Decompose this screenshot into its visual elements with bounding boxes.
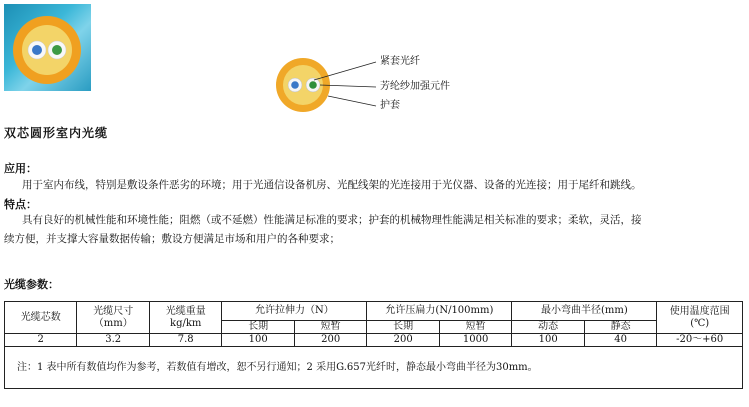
header-weight-line1: 光缆重量	[165, 305, 206, 317]
cell-bend-dynamic: 100	[512, 334, 584, 347]
header-cores: 光缆芯数	[5, 302, 77, 334]
cell-tensile-long: 100	[222, 334, 294, 347]
header-weight	[149, 302, 221, 334]
sub-bend-static: 静态	[584, 321, 656, 334]
sub-crush-long: 长期	[367, 321, 439, 334]
application-heading: 应用：	[4, 162, 37, 175]
features-heading: 特点：	[4, 198, 37, 211]
sub-tensile-short: 短暂	[294, 321, 366, 334]
header-bend: 最小弯曲半径(mm)	[512, 302, 657, 321]
params-heading: 光缆参数：	[4, 278, 59, 291]
page-title: 双芯圆形室内光缆	[4, 126, 109, 140]
sub-bend-dynamic: 动态	[512, 321, 584, 334]
table-row	[5, 334, 743, 347]
sub-tensile-long: 长期	[222, 321, 294, 334]
label-tight-buffer-fiber: 紧套光纤	[380, 56, 420, 67]
cable-thumbnail	[4, 4, 91, 91]
cell-temp: -20～+60	[657, 334, 743, 347]
label-jacket: 护套	[380, 100, 400, 111]
header-size-line1: 光缆尺寸	[93, 305, 134, 317]
cell-crush-short: 1000	[439, 334, 512, 347]
table-note-row	[5, 347, 743, 389]
header-weight-line2: kg/km	[170, 317, 202, 329]
sub-crush-short: 短暂	[439, 321, 512, 334]
application-text: 用于室内布线，特别是敷设条件恶劣的环境；用于光通信设备机房、光配线架的光连接用于光仪器、设备的光连接；用于尾纤和跳线。	[22, 179, 642, 191]
features-line-1: 具有良好的机械性能和环境性能；阻燃（或不延燃）性能满足标准的要求；护套的机械物理性能满足相关标准的要求；柔软，灵活，接	[22, 214, 642, 226]
label-aramid-strength: 芳纶纱加强元件	[380, 81, 450, 92]
header-size	[77, 302, 149, 334]
features-line-2: 续方便，并支撑大容量数据传输；敷设方便满足市场和用户的各种要求；	[4, 233, 340, 245]
spec-table	[4, 301, 743, 389]
header-tensile: 允许拉伸力（N）	[222, 302, 367, 321]
cable-thumbnail-drawing	[4, 4, 91, 91]
cell-weight: 7.8	[149, 334, 221, 347]
cell-tensile-short: 200	[294, 334, 366, 347]
header-temp-line2: (℃)	[690, 317, 710, 329]
cell-crush-long: 200	[367, 334, 439, 347]
header-crush: 允许压扁力(N/100mm)	[367, 302, 512, 321]
header-temp	[657, 302, 743, 334]
cell-cores: 2	[5, 334, 77, 347]
header-temp-line1: 使用温度范围	[669, 305, 730, 317]
cell-size: 3.2	[77, 334, 149, 347]
cell-bend-static: 40	[584, 334, 656, 347]
header-size-line2: （mm）	[93, 317, 133, 329]
table-note: 注：1 表中所有数值均作为参考，若数值有增改，恕不另行通知；2 采用G.657光纤时，静态最小弯曲半径为30mm。	[5, 347, 743, 389]
table-header-row-1	[5, 302, 743, 321]
